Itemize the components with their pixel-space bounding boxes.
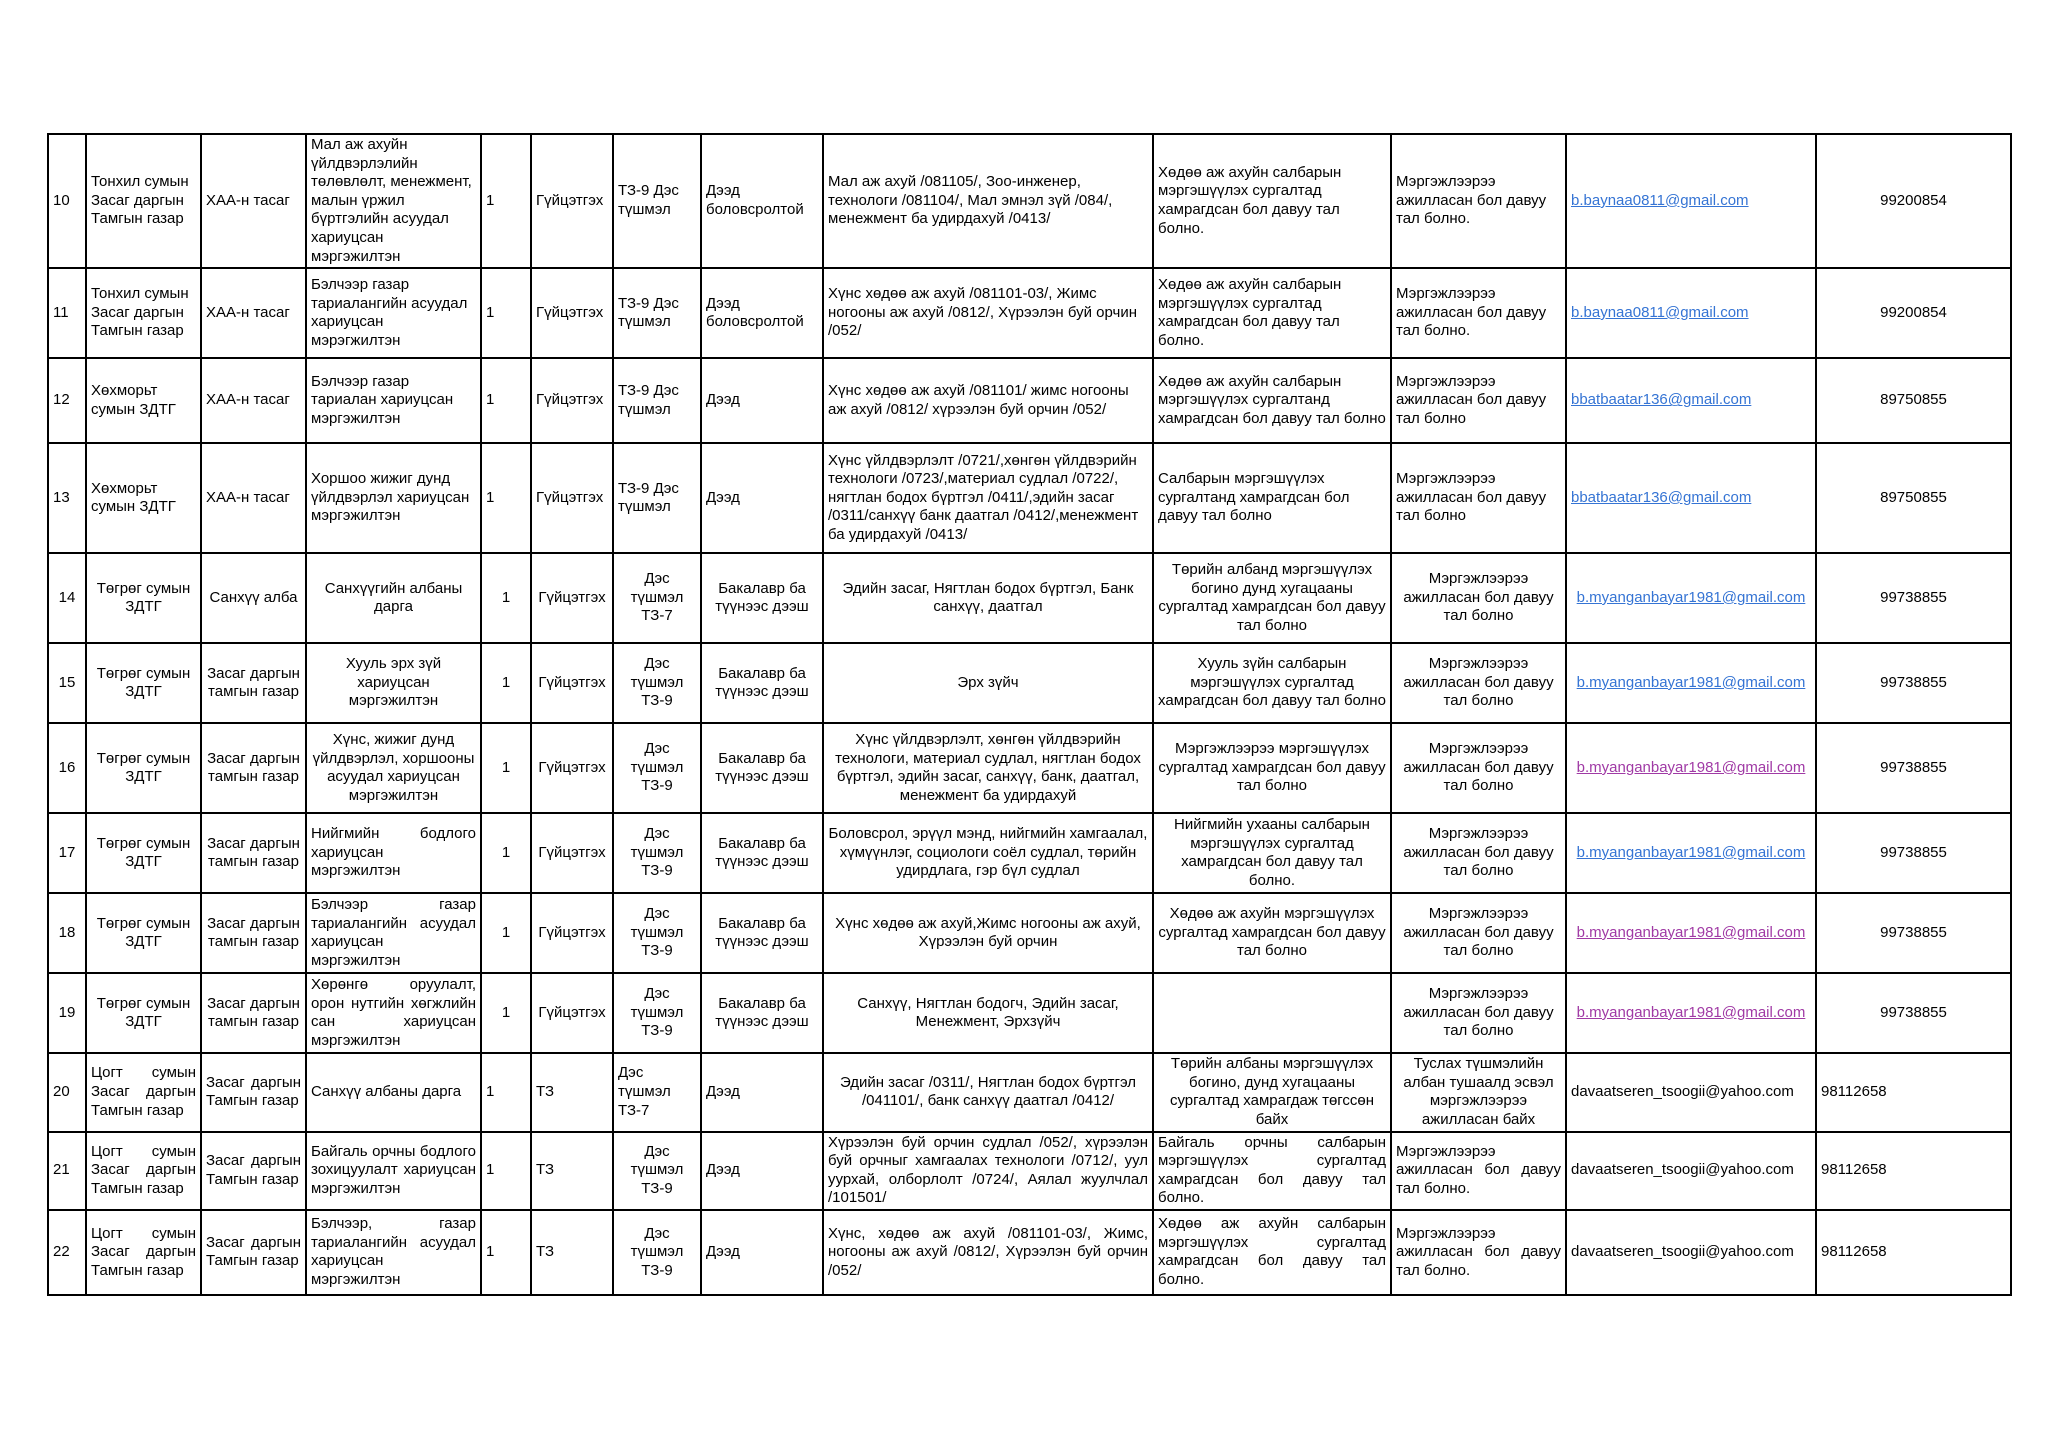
cell-organization: Төгрөг сумын ЗДТГ [86,893,201,973]
table-row [48,1132,2011,1210]
cell-organization: Цогт сумын Засаг даргын Тамгын газар [86,1132,201,1210]
table-body [48,134,2011,1295]
cell-vacancy-count: 1 [481,134,531,268]
cell-profession: Эдийн засаг, Нягтлан бодох бүртгэл, Банк санхүү, даатгал [823,553,1153,643]
cell-position-title: Санхүүгийн албаны дарга [306,553,481,643]
cell-organization: Төгрөг сумын ЗДТГ [86,643,201,723]
cell-organization: Цогт сумын Засаг даргын Тамгын газар [86,1210,201,1295]
cell-education: Бакалавр ба түүнээс дээш [701,973,823,1053]
cell-category: Гүйцэтгэх [531,268,613,358]
cell-email [1566,643,1816,723]
cell-position-title: Хүнс, жижиг дунд үйлдвэрлэл, хоршооны асуудал хариуцсан мэргэжилтэн [306,723,481,813]
cell-rank: Дэс түшмэл ТЗ-9 [613,723,701,813]
cell-experience-requirement: Мэргэжлээрээ ажилласан бол давуу тал болно [1391,553,1566,643]
cell-position-title: Хууль эрх зүй хариуцсан мэргэжилтэн [306,643,481,723]
cell-position-title: Нийгмийн бодлого хариуцсан мэргэжилтэн [306,813,481,893]
cell-department: Засаг даргын тамгын газар [201,813,306,893]
email-link[interactable]: b.myanganbayar1981@gmail.com [1576,1003,1806,1021]
cell-education: Бакалавр ба түүнээс дээш [701,643,823,723]
cell-organization: Цогт сумын Засаг даргын Тамгын газар [86,1053,201,1131]
cell-profession: Хүнс хөдөө аж ахуй /081101-03/, Жимс ногооны аж ахуй /0812/, Хүрээлэн буй орчин /052/ [823,268,1153,358]
cell-rank: Дэс түшмэл ТЗ-9 [613,813,701,893]
cell-email [1566,443,1816,553]
cell-profession: Эрх зүйч [823,643,1153,723]
cell-position-title: Санхүү албаны дарга [306,1053,481,1131]
email-text: davaatseren_tsoogii@yahoo.com [1571,1161,1794,1179]
cell-vacancy-count: 1 [481,973,531,1053]
cell-organization: Төгрөг сумын ЗДТГ [86,973,201,1053]
cell-profession: Хүнс, хөдөө аж ахуй /081101-03/, Жимс, ногооны аж ахуй /0812/, Хүрээлэн буй орчин /052/ [823,1210,1153,1295]
cell-phone: 99200854 [1816,134,2011,268]
cell-phone: 99738855 [1816,723,2011,813]
cell-rank: Дэс түшмэл ТЗ-9 [613,643,701,723]
table-row [48,268,2011,358]
cell-training-requirement: Төрийн албанд мэргэшүүлэх богино дунд хугацааны сургалтад хамрагдсан бол давуу тал болно [1153,553,1391,643]
cell-vacancy-count: 1 [481,893,531,973]
cell-email [1566,893,1816,973]
cell-email [1566,1053,1816,1131]
cell-profession: Эдийн засаг /0311/, Нягтлан бодох бүртгэл /041101/, банк санхүү даатгал /0412/ [823,1053,1153,1131]
cell-category: ТЗ [531,1210,613,1295]
row-number: 12 [48,358,86,443]
cell-position-title: Мал аж ахуйн үйлдвэрлэлийн төлөвлөлт, менежмент, малын үржил бүртгэлийн асуудал хариуцсан мэргэжилтэн [306,134,481,268]
cell-training-requirement: Төрийн албаны мэргэшүүлэх богино, дунд хугацааны сургалтад хамрагдаж төгссөн байх [1153,1053,1391,1131]
cell-position-title: Байгаль орчны бодлого зохицуулалт хариуцсан мэргэжилтэн [306,1132,481,1210]
email-link[interactable]: b.myanganbayar1981@gmail.com [1576,923,1806,941]
cell-phone: 99738855 [1816,813,2011,893]
cell-rank: ТЗ-9 Дэс түшмэл [613,358,701,443]
table-row [48,643,2011,723]
cell-education: Дээд [701,1053,823,1131]
cell-category: Гүйцэтгэх [531,443,613,553]
cell-education: Бакалавр ба түүнээс дээш [701,553,823,643]
email-link[interactable]: b.myanganbayar1981@gmail.com [1576,758,1806,776]
email-link[interactable]: bbatbaatar136@gmail.com [1571,488,1752,506]
cell-category: Гүйцэтгэх [531,643,613,723]
row-number: 17 [48,813,86,893]
cell-training-requirement: Нийгмийн ухааны салбарын мэргэшүүлэх сургалтад хамрагдсан бол давуу тал болно. [1153,813,1391,893]
cell-email [1566,553,1816,643]
cell-profession: Санхүү, Нягтлан бодогч, Эдийн засаг, Менежмент, Эрхзүйч [823,973,1153,1053]
cell-phone: 89750855 [1816,443,2011,553]
cell-education: Дээд [701,358,823,443]
cell-profession: Боловсрол, эрүүл мэнд, нийгмийн хамгаалал, хүмүүнлэг, социологи соёл судлал, төрийн удирдлага, гэр бүл судлал [823,813,1153,893]
cell-phone: 99738855 [1816,643,2011,723]
cell-vacancy-count: 1 [481,643,531,723]
cell-phone: 89750855 [1816,358,2011,443]
cell-phone: 98112658 [1816,1210,2011,1295]
cell-experience-requirement: Мэргэжлээрээ ажилласан бол давуу тал болно. [1391,1132,1566,1210]
cell-experience-requirement: Мэргэжлээрээ ажилласан бол давуу тал болно [1391,723,1566,813]
cell-rank: Дэс түшмэл ТЗ-9 [613,1210,701,1295]
cell-department: Засаг даргын Тамгын газар [201,1132,306,1210]
cell-experience-requirement: Мэргэжлээрээ ажилласан бол давуу тал болно. [1391,268,1566,358]
email-link[interactable]: b.baynaa0811@gmail.com [1571,303,1749,321]
cell-category: Гүйцэтгэх [531,358,613,443]
cell-education: Дээд [701,443,823,553]
email-text: davaatseren_tsoogii@yahoo.com [1571,1083,1794,1101]
cell-position-title: Бэлчээр, газар тариалангийн асуудал хариуцсан мэргэжилтэн [306,1210,481,1295]
cell-department: Санхүү алба [201,553,306,643]
cell-vacancy-count: 1 [481,553,531,643]
cell-department: Засаг даргын тамгын газар [201,643,306,723]
cell-vacancy-count: 1 [481,1053,531,1131]
cell-phone: 99200854 [1816,268,2011,358]
cell-department: ХАА-н тасаг [201,358,306,443]
cell-email [1566,134,1816,268]
cell-category: ТЗ [531,1132,613,1210]
cell-rank: Дэс түшмэл ТЗ-9 [613,893,701,973]
cell-experience-requirement: Мэргэжлээрээ ажилласан бол давуу тал болно. [1391,1210,1566,1295]
cell-training-requirement: Байгаль орчны салбарын мэргэшүүлэх сургалтад хамрагдсан бол давуу тал болно. [1153,1132,1391,1210]
vacancy-table [47,133,2012,1296]
cell-vacancy-count: 1 [481,268,531,358]
cell-organization: Төгрөг сумын ЗДТГ [86,813,201,893]
cell-profession: Хүнс үйлдвэрлэлт /0721/,хөнгөн үйлдвэрийн технологи /0723/,материал судлал /0722/, нягтлан бодох бүртгэл /0411/,эдийн засаг /0311/санхүү банк даатгал /0412/,менежмент ба удирдахуй /0413/ [823,443,1153,553]
cell-experience-requirement: Туслах түшмэлийн албан тушаалд эсвэл мэргэжлээрээ ажилласан байх [1391,1053,1566,1131]
cell-education: Дээд боловсролтой [701,134,823,268]
cell-department: Засаг даргын тамгын газар [201,893,306,973]
cell-department: ХАА-н тасаг [201,134,306,268]
cell-department: Засаг даргын тамгын газар [201,973,306,1053]
cell-training-requirement: Салбарын мэргэшүүлэх сургалтанд хамрагдсан бол давуу тал болно [1153,443,1391,553]
cell-category: Гүйцэтгэх [531,813,613,893]
table-row [48,134,2011,268]
row-number: 14 [48,553,86,643]
table-row [48,358,2011,443]
cell-profession: Хүнс хөдөө аж ахуй,Жимс ногооны аж ахуй, Хүрээлэн буй орчин [823,893,1153,973]
email-link[interactable]: bbatbaatar136@gmail.com [1571,391,1752,409]
table-row [48,973,2011,1053]
cell-department: ХАА-н тасаг [201,443,306,553]
cell-department: Засаг даргын Тамгын газар [201,1053,306,1131]
cell-category: Гүйцэтгэх [531,553,613,643]
row-number: 22 [48,1210,86,1295]
cell-email [1566,1132,1816,1210]
cell-rank: ТЗ-9 Дэс түшмэл [613,443,701,553]
cell-education: Дээд боловсролтой [701,268,823,358]
cell-category: Гүйцэтгэх [531,723,613,813]
cell-education: Бакалавр ба түүнээс дээш [701,723,823,813]
cell-training-requirement: Хөдөө аж ахуйн салбарын мэргэшүүлэх сургалтанд хамрагдсан бол давуу тал болно [1153,358,1391,443]
cell-position-title: Бэлчээр газар тариалан хариуцсан мэргэжилтэн [306,358,481,443]
cell-rank: Дэс түшмэл ТЗ-7 [613,553,701,643]
cell-email [1566,813,1816,893]
cell-training-requirement: Хөдөө аж ахуйн салбарын мэргэшүүлэх сургалтад хамрагдсан бол давуу тал болно. [1153,1210,1391,1295]
cell-training-requirement: Хөдөө аж ахуйн салбарын мэргэшүүлэх сургалтад хамрагдсан бол давуу тал болно. [1153,134,1391,268]
table-row [48,553,2011,643]
email-link[interactable]: b.myanganbayar1981@gmail.com [1576,673,1806,691]
row-number: 13 [48,443,86,553]
cell-experience-requirement: Мэргэжлээрээ ажилласан бол давуу тал болно [1391,643,1566,723]
email-text: davaatseren_tsoogii@yahoo.com [1571,1243,1794,1261]
cell-rank: Дэс түшмэл ТЗ-7 [613,1053,701,1131]
cell-position-title: Хөрөнгө оруулалт, орон нутгийн хөгжлийн сан хариуцсан мэргэжилтэн [306,973,481,1053]
cell-training-requirement: Хөдөө аж ахуйн салбарын мэргэшүүлэх сургалтад хамрагдсан бол давуу тал болно. [1153,268,1391,358]
table-row [48,1210,2011,1295]
table-row [48,893,2011,973]
cell-vacancy-count: 1 [481,1210,531,1295]
table-row [48,813,2011,893]
cell-department: Засаг даргын тамгын газар [201,723,306,813]
cell-vacancy-count: 1 [481,358,531,443]
cell-category: ТЗ [531,1053,613,1131]
table-row [48,723,2011,813]
cell-organization: Тонхил сумын Засаг даргын Тамгын газар [86,134,201,268]
row-number: 16 [48,723,86,813]
cell-experience-requirement: Мэргэжлээрээ ажилласан бол давуу тал болно [1391,813,1566,893]
cell-email [1566,358,1816,443]
cell-phone: 99738855 [1816,893,2011,973]
cell-rank: ТЗ-9 Дэс түшмэл [613,134,701,268]
cell-education: Дээд [701,1210,823,1295]
cell-email [1566,1210,1816,1295]
cell-rank: Дэс түшмэл ТЗ-9 [613,1132,701,1210]
cell-experience-requirement: Мэргэжлээрээ ажилласан бол давуу тал болно [1391,358,1566,443]
cell-training-requirement: Мэргэжлээрээ мэргэшүүлэх сургалтад хамрагдсан бол давуу тал болно [1153,723,1391,813]
cell-profession: Мал аж ахуй /081105/, Зоо-инженер, технологи /081104/, Мал эмнэл зүй /084/, менежмент ба удирдахуй /0413/ [823,134,1153,268]
cell-education: Бакалавр ба түүнээс дээш [701,893,823,973]
cell-rank: ТЗ-9 Дэс түшмэл [613,268,701,358]
cell-position-title: Хоршоо жижиг дунд үйлдвэрлэл хариуцсан мэргэжилтэн [306,443,481,553]
cell-phone: 99738855 [1816,553,2011,643]
row-number: 21 [48,1132,86,1210]
row-number: 15 [48,643,86,723]
email-link[interactable]: b.myanganbayar1981@gmail.com [1576,843,1806,861]
cell-position-title: Бэлчээр газар тариалангийн асуудал хариуцсан мэргэжилтэн [306,893,481,973]
cell-organization: Тонхил сумын Засаг даргын Тамгын газар [86,268,201,358]
cell-email [1566,973,1816,1053]
cell-vacancy-count: 1 [481,443,531,553]
email-link[interactable]: b.myanganbayar1981@gmail.com [1576,588,1806,606]
cell-training-requirement [1153,973,1391,1053]
row-number: 19 [48,973,86,1053]
cell-profession: Хүнс хөдөө аж ахуй /081101/ жимс ногооны аж ахуй /0812/ хүрээлэн буй орчин /052/ [823,358,1153,443]
email-link[interactable]: b.baynaa0811@gmail.com [1571,191,1749,209]
cell-experience-requirement: Мэргэжлээрээ ажилласан бол давуу тал болно [1391,443,1566,553]
cell-rank: Дэс түшмэл ТЗ-9 [613,973,701,1053]
row-number: 11 [48,268,86,358]
cell-organization: Хөхморьт сумын ЗДТГ [86,358,201,443]
cell-experience-requirement: Мэргэжлээрээ ажилласан бол давуу тал болно [1391,893,1566,973]
cell-profession: Хүрээлэн буй орчин судлал /052/, хүрээлэн буй орчныг хамгаалах технологи /0712/, уул уурхай, олборлолт /0724/, Аялал жуулчлал /101501/ [823,1132,1153,1210]
cell-vacancy-count: 1 [481,723,531,813]
cell-vacancy-count: 1 [481,813,531,893]
cell-experience-requirement: Мэргэжлээрээ ажилласан бол давуу тал болно. [1391,134,1566,268]
cell-department: ХАА-н тасаг [201,268,306,358]
cell-education: Дээд [701,1132,823,1210]
cell-position-title: Бэлчээр газар тариалангийн асуудал хариуцсан мэрэгжилтэн [306,268,481,358]
cell-organization: Төгрөг сумын ЗДТГ [86,553,201,643]
cell-phone: 98112658 [1816,1053,2011,1131]
cell-training-requirement: Хөдөө аж ахуйн мэргэшүүлэх сургалтад хамрагдсан бол давуу тал болно [1153,893,1391,973]
cell-vacancy-count: 1 [481,1132,531,1210]
row-number: 10 [48,134,86,268]
cell-phone: 99738855 [1816,973,2011,1053]
table-row [48,443,2011,553]
cell-organization: Хөхморьт сумын ЗДТГ [86,443,201,553]
cell-department: Засаг даргын Тамгын газар [201,1210,306,1295]
cell-experience-requirement: Мэргэжлээрээ ажилласан бол давуу тал болно [1391,973,1566,1053]
cell-category: Гүйцэтгэх [531,893,613,973]
cell-organization: Төгрөг сумын ЗДТГ [86,723,201,813]
row-number: 18 [48,893,86,973]
cell-education: Бакалавр ба түүнээс дээш [701,813,823,893]
cell-email [1566,268,1816,358]
cell-profession: Хүнс үйлдвэрлэлт, хөнгөн үйлдвэрийн технологи, материал судлал, нягтлан бодох бүртгэл, эдийн засаг, санхүү, банк, даатгал, менежмент ба удирдахуй [823,723,1153,813]
cell-category: Гүйцэтгэх [531,973,613,1053]
cell-email [1566,723,1816,813]
cell-phone: 98112658 [1816,1132,2011,1210]
cell-training-requirement: Хууль зүйн салбарын мэргэшүүлэх сургалтад хамрагдсан бол давуу тал болно [1153,643,1391,723]
cell-category: Гүйцэтгэх [531,134,613,268]
table-row [48,1053,2011,1131]
row-number: 20 [48,1053,86,1131]
